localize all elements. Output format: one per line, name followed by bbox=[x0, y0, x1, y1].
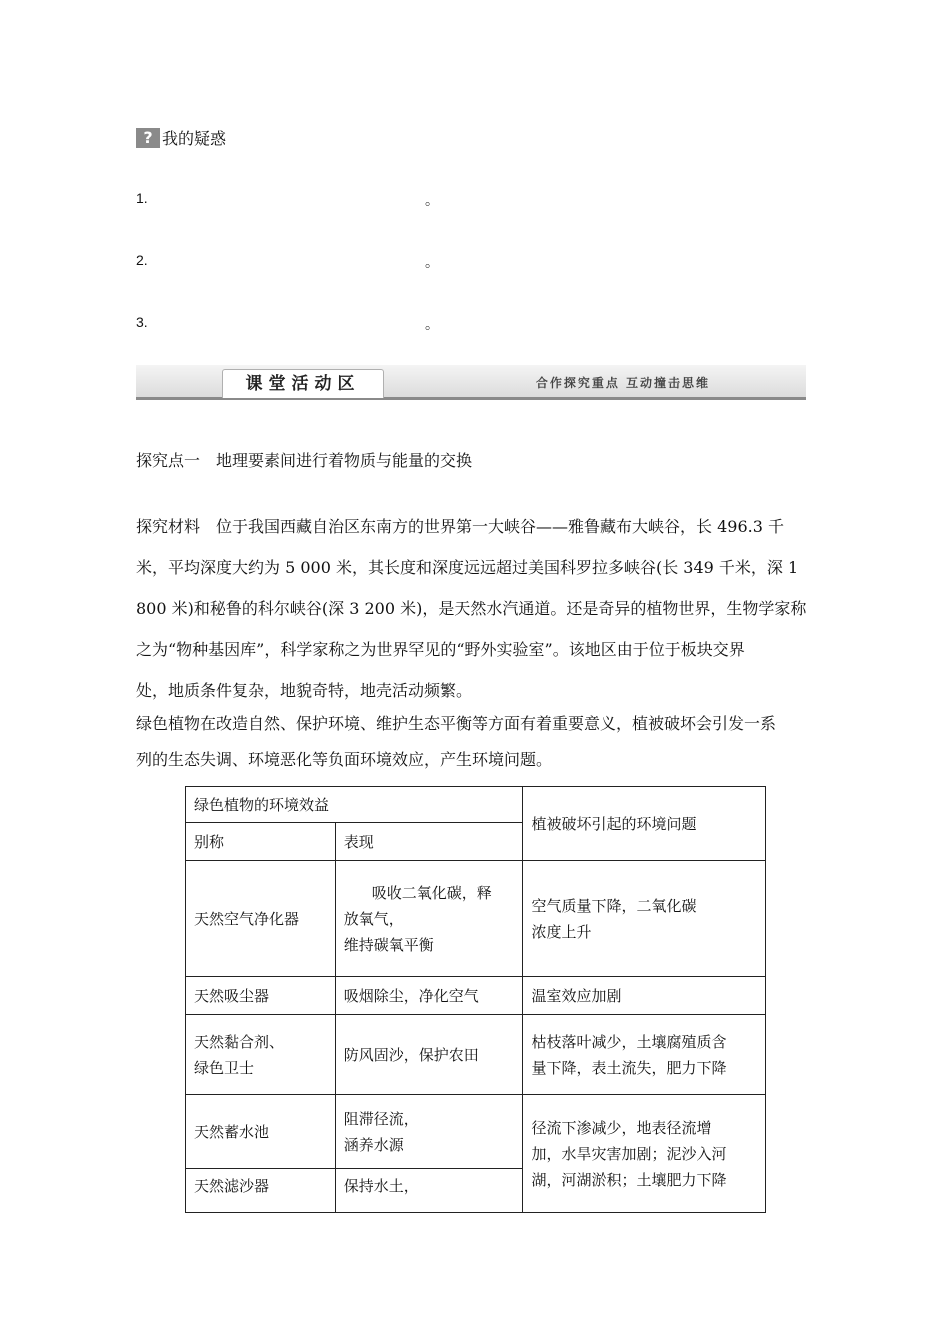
table-row bbox=[186, 861, 766, 977]
banner-subtitle: 合作探究重点 互动撞击思维 bbox=[535, 376, 710, 390]
alias-cell: 天然空气净化器 bbox=[186, 861, 336, 977]
header-problem: 植被破坏引起的环境问题 bbox=[523, 787, 766, 861]
environment-table bbox=[185, 786, 766, 1213]
material-line: 处，地质条件复杂，地貌奇特，地壳活动频繁。 bbox=[136, 681, 473, 700]
effect-cell: 吸烟除尘，净化空气 bbox=[335, 977, 523, 1015]
header-benefit: 绿色植物的环境效益 bbox=[186, 787, 523, 823]
alias-cell: 天然黏合剂、 绿色卫士 bbox=[186, 1015, 336, 1095]
question-icon: ? bbox=[136, 128, 160, 148]
header-effect: 表现 bbox=[335, 823, 523, 861]
material-paragraph bbox=[136, 506, 812, 711]
alias-cell: 天然吸尘器 bbox=[186, 977, 336, 1015]
table-row bbox=[186, 1015, 766, 1095]
doubt-section-title bbox=[136, 128, 226, 150]
effect-cell: 防风固沙，保护农田 bbox=[335, 1015, 523, 1095]
blank-number-2: 2. bbox=[136, 252, 148, 268]
alias-cell: 天然蓄水池 bbox=[186, 1095, 336, 1169]
table-row bbox=[186, 1095, 766, 1169]
material-line: 之为“物种基因库”，科学家称之为世界罕见的“野外实验室”。该地区由于位于板块交界 bbox=[136, 640, 745, 659]
problem-cell: 径流下渗减少，地表径流增 加，水旱灾害加剧；泥沙入河 湖，河湖淤积；土壤肥力下降 bbox=[523, 1095, 766, 1213]
effect-cell: 保持水土， bbox=[335, 1169, 523, 1213]
problem-cell: 枯枝落叶减少，土壤腐殖质含 量下降，表土流失，肥力下降 bbox=[523, 1015, 766, 1095]
material-line: 米，平均深度大约为 5 000 米，其长度和深度远远超过美国科罗拉多峡谷(长 349 千米，深 1 bbox=[136, 558, 799, 577]
problem-cell: 温室效应加剧 bbox=[523, 977, 766, 1015]
blank-number-3: 3. bbox=[136, 314, 148, 330]
blank-end-2: 。 bbox=[425, 255, 439, 271]
effect-cell: 吸收二氧化碳，释 放氧气， 维持碳氧平衡 bbox=[335, 861, 523, 977]
banner-title: 课堂活动区 bbox=[222, 369, 384, 398]
problem-cell: 空气质量下降，二氧化碳 浓度上升 bbox=[523, 861, 766, 977]
intro-paragraph bbox=[136, 706, 812, 778]
blank-number-1: 1. bbox=[136, 190, 148, 206]
table-row bbox=[186, 977, 766, 1015]
effect-cell: 阻滞径流， 涵养水源 bbox=[335, 1095, 523, 1169]
blank-end-1: 。 bbox=[425, 193, 439, 209]
inquiry-heading: 探究点一 地理要素间进行着物质与能量的交换 bbox=[136, 451, 473, 470]
doubt-title: 我的疑惑 bbox=[162, 129, 227, 148]
material-line: 800 米)和秘鲁的科尔峡谷(深 3 200 米)，是天然水汽通道。还是奇异的植物世界，生物学家称 bbox=[136, 599, 807, 618]
blank-end-3: 。 bbox=[425, 317, 439, 333]
section-banner bbox=[136, 365, 806, 400]
header-alias: 别称 bbox=[186, 823, 336, 861]
intro-line: 列的生态失调、环境恶化等负面环境效应，产生环境问题。 bbox=[136, 750, 553, 769]
alias-cell: 天然滤沙器 bbox=[186, 1169, 336, 1213]
intro-line: 绿色植物在改造自然、保护环境、维护生态平衡等方面有着重要意义，植被破坏会引发一系 bbox=[136, 714, 777, 733]
material-line: 探究材料 位于我国西藏自治区东南方的世界第一大峡谷——雅鲁藏布大峡谷，长 496.3 千 bbox=[136, 517, 784, 536]
